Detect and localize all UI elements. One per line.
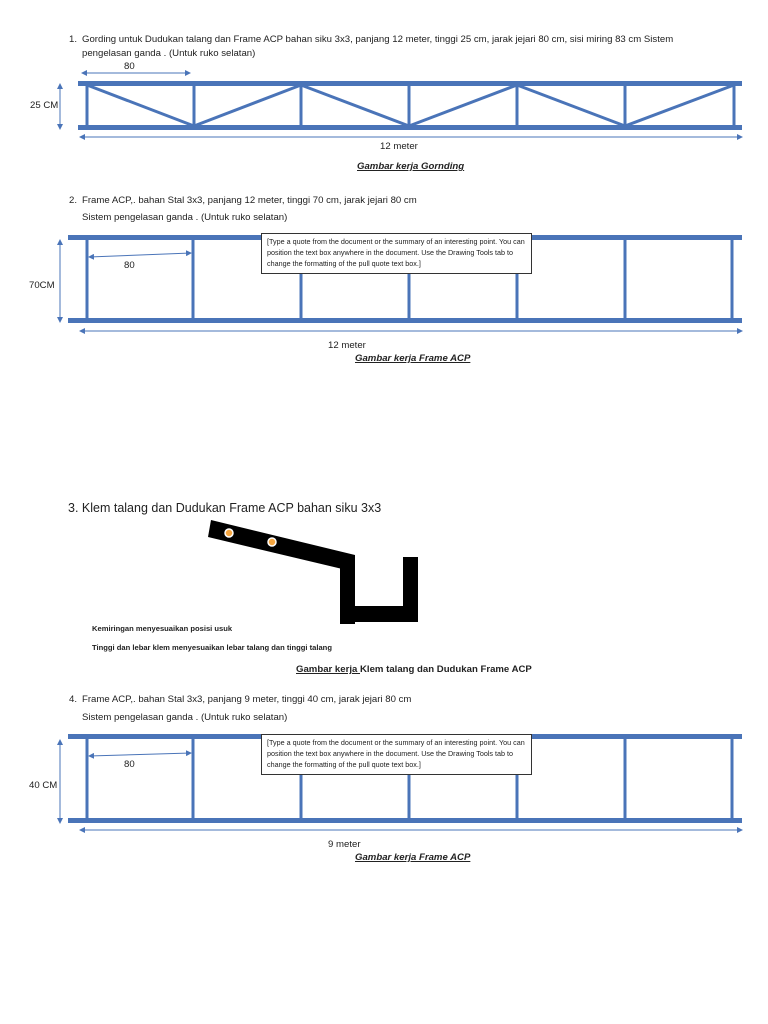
frame2-spacing-dimension [89, 253, 191, 257]
bolt-hole-1 [225, 529, 233, 537]
section2-height-label: 70CM [29, 280, 55, 291]
section4-caption: Gambar kerja Frame ACP [355, 852, 471, 863]
section4-number: 4. [69, 694, 78, 705]
section3-note-size: Tinggi dan lebar klem menyesuaikan lebar talang dan tinggi talang [92, 643, 332, 652]
section4-line1: Frame ACP,. bahan Stal 3x3, panjang 9 meter, tinggi 40 cm, jarak jejari 80 cm [82, 694, 412, 705]
pull-quote-box-1[interactable]: [Type a quote from the document or the summary of an interesting point. You can position the text box anywhere in the document. Use the Drawing Tools tab to change the formatting of the pull quote text box.] [261, 233, 532, 274]
section3-caption [296, 664, 532, 676]
section1-caption: Gambar kerja Gornding [357, 161, 465, 172]
section4-spacing-label: 80 [124, 759, 135, 770]
section2-spacing-label: 80 [124, 260, 135, 271]
section2-length-label: 12 meter [328, 340, 366, 351]
section4-line2: Sistem pengelasan ganda . (Untuk ruko selatan) [82, 712, 288, 723]
pull-quote-box-2[interactable]: [Type a quote from the document or the summary of an interesting point. You can position the text box anywhere in the document. Use the Drawing Tools tab to change the formatting of the pull quote text box.] [261, 734, 532, 775]
frame2-bottom-chord [68, 318, 742, 323]
section3-note-slope: Kemiringan menyesuaikan posisi usuk [92, 624, 233, 633]
section3-heading: 3. Klem talang dan Dudukan Frame ACP bahan siku 3x3 [68, 501, 382, 515]
section1-line1: Gording untuk Dudukan talang dan Frame ACP bahan siku 3x3, panjang 12 meter, tinggi 25 cm, jarak jejari 80 cm, sisi miring 83 cm Sistem [82, 34, 674, 45]
section2-caption: Gambar kerja Frame ACP [355, 353, 471, 364]
section2-number: 2. [69, 195, 78, 206]
section2-line1: Frame ACP,. bahan Stal 3x3, panjang 12 meter, tinggi 70 cm, jarak jejari 80 cm [82, 195, 417, 206]
section1-length-label: 12 meter [380, 141, 418, 152]
section1-spacing-label: 80 [124, 61, 135, 72]
bolt-hole-2 [268, 538, 276, 546]
section1-height-label: 25 CM [30, 100, 59, 111]
section4-length-label: 9 meter [328, 839, 361, 850]
klem-talang-drawing [208, 520, 418, 624]
section4-height-label: 40 CM [29, 780, 58, 791]
section3-caption-underlined: Gambar kerja [296, 664, 360, 675]
frame4-spacing-dimension [89, 753, 191, 756]
frame4-bottom-chord [68, 818, 742, 823]
section1-line2: pengelasan ganda . (Untuk ruko selatan) [82, 48, 256, 59]
section1-number: 1. [69, 34, 78, 45]
section2-line2: Sistem pengelasan ganda . (Untuk ruko selatan) [82, 212, 288, 223]
gording-truss [60, 73, 742, 137]
section3-caption-rest: Klem talang dan Dudukan Frame ACP [360, 664, 532, 675]
